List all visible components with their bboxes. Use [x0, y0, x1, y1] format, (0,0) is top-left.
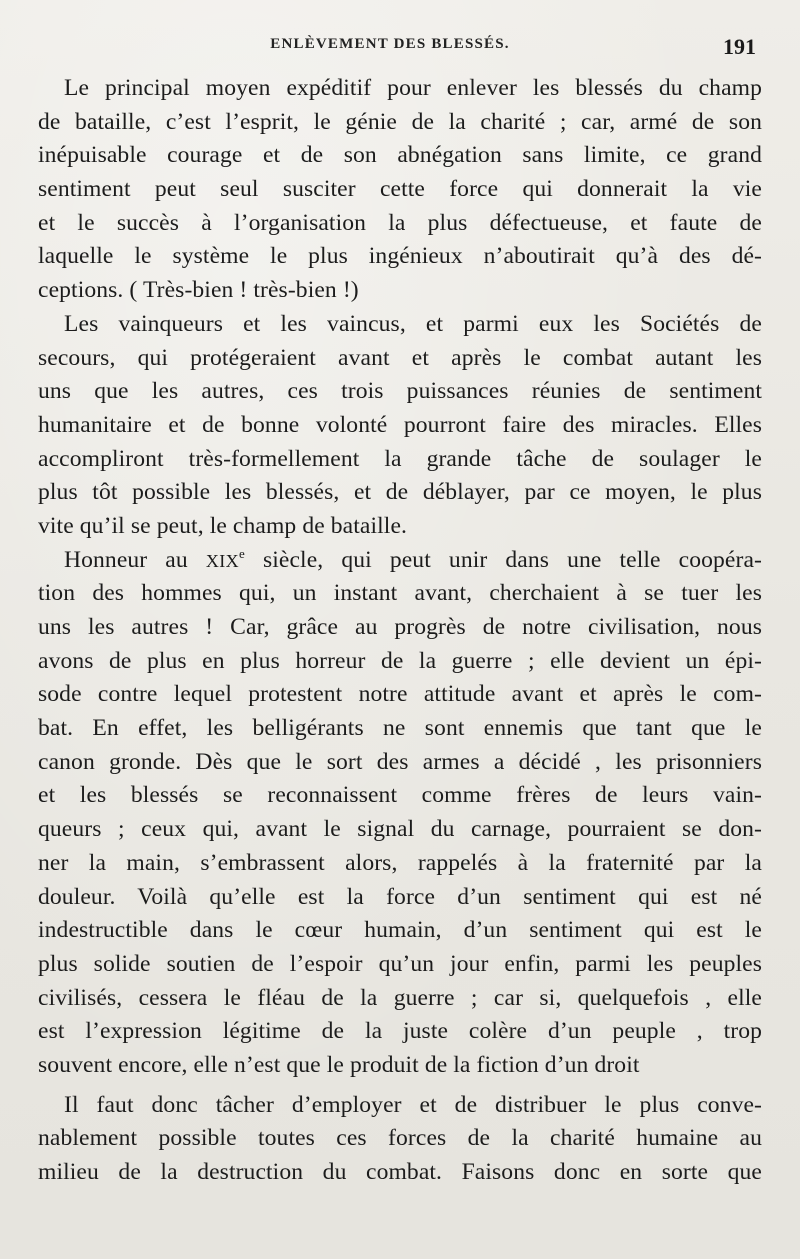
- text-line: souvent encore, elle n’est que le produit de la fiction d’un droit: [38, 1051, 640, 1078]
- paragraph-1: [38, 72, 762, 308]
- text-line: plus solide soutien de l’espoir qu’un jour enfin, parmi les peuples: [38, 950, 762, 977]
- text-line: uns que les autres, ces trois puissances réunies de sentiment: [38, 378, 762, 405]
- paragraph-3: [38, 544, 762, 1083]
- superscript: e: [239, 545, 245, 561]
- text-line-with-century: [38, 544, 762, 578]
- text-line: secours, qui protégeraient avant et après le combat autant les: [38, 344, 762, 371]
- running-title: ENLÈVEMENT DES BLESSÉS.: [270, 36, 510, 52]
- text-line: plus tôt possible les blessés, et de déblayer, par ce moyen, le plus: [38, 479, 762, 506]
- running-head: [0, 36, 800, 64]
- text-fragment: siècle, qui peut unir dans une telle coopéra-: [244, 546, 762, 573]
- text-line: ceptions. ( Très-bien ! très-bien !): [38, 277, 359, 304]
- roman-numeral: XIX: [205, 550, 240, 571]
- text-line: tion des hommes qui, un instant avant, cherchaient à se tuer les: [38, 580, 762, 607]
- page-number: 191: [723, 34, 756, 59]
- text-line: accompliront très-formellement la grande tâche de soulager le: [38, 445, 762, 472]
- text-line: milieu de la destruction du combat. Faisons donc en sorte que: [38, 1159, 762, 1185]
- text-line: de bataille, c’est l’esprit, le génie de la charité ; car, armé de son: [38, 108, 762, 135]
- text-line: queurs ; ceux qui, avant le signal du carnage, pourraient se don-: [38, 816, 762, 843]
- text-line: est l’expression légitime de la juste colère d’un peuple , trop: [38, 1018, 762, 1045]
- text-line: avons de plus en plus horreur de la guerre ; elle devient un épi-: [38, 647, 762, 674]
- text-line: sode contre lequel protestent notre attitude avant et après le com-: [38, 681, 762, 708]
- text-line: et les blessés se reconnaissent comme frères de leurs vain-: [38, 782, 762, 809]
- text-line: ner la main, s’embrassent alors, rappelés à la fraternité par la: [38, 849, 762, 876]
- text-line: Il faut donc tâcher d’employer et de distribuer le plus conve-: [64, 1091, 762, 1118]
- text-line: canon gronde. Dès que le sort des armes a décidé , les prisonniers: [38, 748, 762, 775]
- paragraph-2: [38, 308, 762, 544]
- text-line: civilisés, cessera le fléau de la guerre ; car si, quelquefois , elle: [38, 984, 762, 1011]
- text-line: bat. En effet, les belligérants ne sont ennemis que tant que le: [38, 715, 762, 742]
- text-line: nablement possible toutes ces forces de la charité humaine au: [38, 1125, 762, 1152]
- paragraph-4: [38, 1089, 762, 1190]
- text-line: laquelle le système le plus ingénieux n’aboutirait qu’à des dé-: [38, 243, 762, 270]
- text-line: inépuisable courage et de son abnégation sans limite, ce grand: [38, 142, 762, 169]
- text-line: douleur. Voilà qu’elle est la force d’un sentiment qui est né: [38, 883, 762, 910]
- text-line: sentiment peut seul susciter cette force qui donnerait la vie: [38, 176, 762, 203]
- text-line: indestructible dans le cœur humain, d’un sentiment qui est le: [38, 917, 762, 944]
- text-body: [38, 72, 762, 1190]
- text-line: humanitaire et de bonne volonté pourront faire des miracles. Elles: [38, 411, 762, 438]
- text-fragment: Honneur au: [64, 546, 206, 573]
- text-line: Les vainqueurs et les vaincus, et parmi eux les Sociétés de: [64, 310, 762, 337]
- text-line: vite qu’il se peut, le champ de bataille.: [38, 512, 408, 539]
- text-line: et le succès à l’organisation la plus défectueuse, et faute de: [38, 209, 762, 236]
- text-line: Le principal moyen expéditif pour enlever les blessés du champ: [64, 75, 762, 101]
- text-line: uns les autres ! Car, grâce au progrès de notre civilisation, nous: [38, 614, 762, 640]
